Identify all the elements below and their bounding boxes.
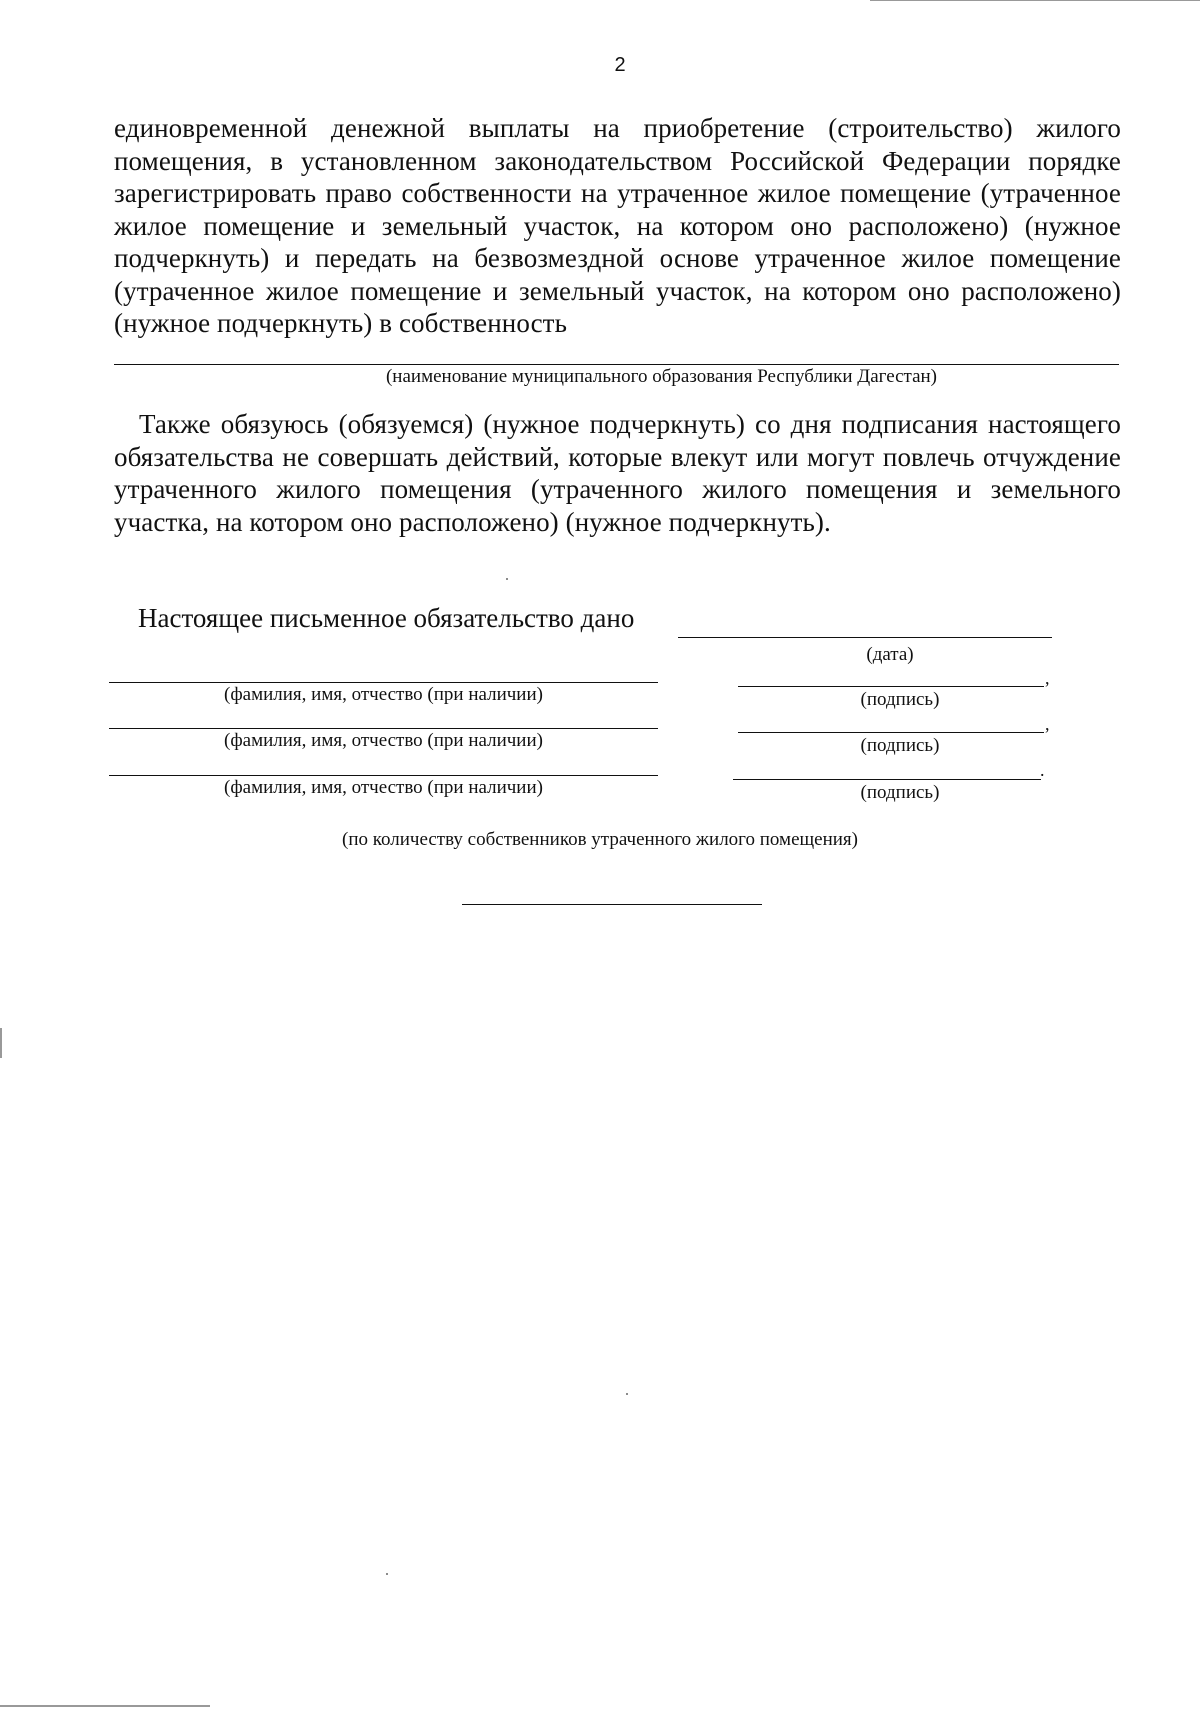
scan-edge-mark	[0, 1705, 210, 1707]
municipality-caption: (наименование муниципального образования Республики Дагестан)	[385, 366, 938, 387]
name-caption: (фамилия, имя, отчество (при наличии)	[224, 730, 543, 751]
name-caption: (фамилия, имя, отчество (при наличии)	[224, 684, 543, 705]
paragraph-obligation-transfer: единовременной денежной выплаты на приобретение (строительство) жилого помещения, в установленном законодательством Российской Федерации порядке зарегистрировать право собственности на утраченное жилое помещение (утраченное жилое помещение и земельный участок, на котором оно расположено) (нужное подчеркнуть) и передать на безвозмездной основе утраченное жилое помещение (утраченное жилое помещение и земельный участок, на котором оно расположено) (нужное подчеркнуть) в собственность	[114, 113, 1121, 338]
signature-end-mark: .	[1040, 760, 1045, 780]
signature-caption: (подпись)	[860, 782, 940, 803]
signature-fill-line	[733, 779, 1041, 780]
date-caption: (дата)	[866, 644, 914, 665]
scan-edge-mark	[0, 1028, 2, 1058]
name-caption: (фамилия, имя, отчество (при наличии)	[224, 777, 543, 798]
name-fill-line	[109, 728, 658, 729]
signature-caption: (подпись)	[860, 735, 940, 756]
closing-rule	[462, 904, 762, 905]
name-fill-line	[109, 682, 658, 683]
owners-note: (по количеству собственников утраченного жилого помещения)	[342, 829, 858, 850]
signature-caption: (подпись)	[860, 689, 940, 710]
municipality-fill-line	[114, 364, 1119, 365]
given-statement: Настоящее письменное обязательство дано	[138, 603, 635, 633]
signature-end-mark: ,	[1045, 668, 1050, 688]
scan-speck	[626, 1393, 628, 1395]
scan-speck	[386, 1573, 388, 1575]
scan-speck	[506, 578, 508, 580]
signature-fill-line	[738, 732, 1044, 733]
date-fill-line	[678, 637, 1052, 638]
paragraph-obligation-no-alienation: Также обязуюсь (обязуемся) (нужное подчеркнуть) со дня подписания настоящего обязательства не совершать действий, которые влекут или могут повлечь отчуждение утраченного жилого помещения (утраченного жилого помещения и земельного участка, на котором оно расположено) (нужное подчеркнуть).	[114, 409, 1121, 537]
scan-edge-mark	[870, 0, 1200, 1]
name-fill-line	[109, 775, 658, 776]
signature-fill-line	[738, 686, 1044, 687]
signature-end-mark: ,	[1045, 714, 1050, 734]
page-number: 2	[614, 54, 626, 76]
